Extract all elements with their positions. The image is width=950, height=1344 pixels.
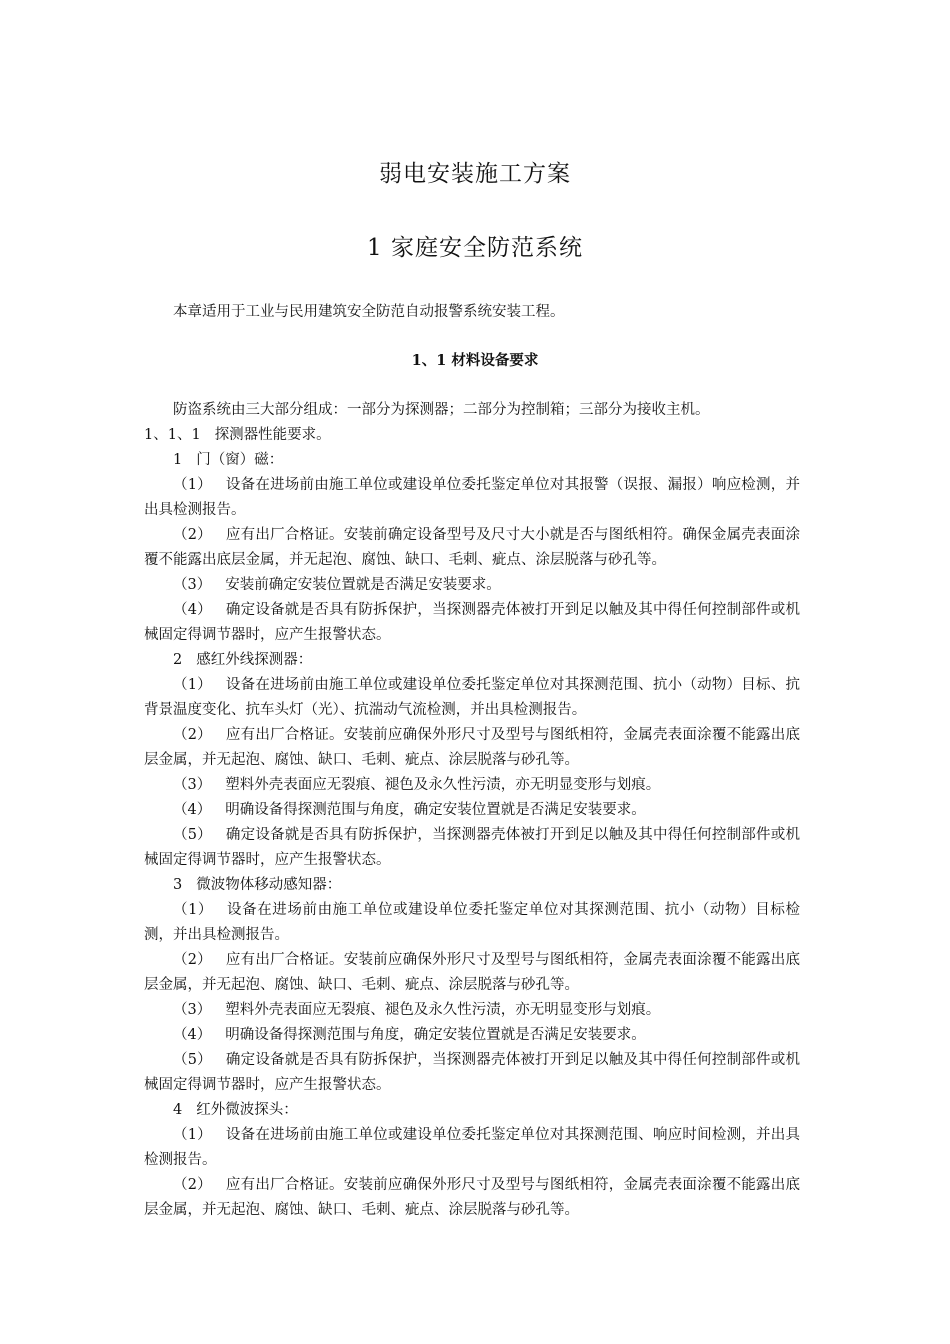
clause-text: 塑料外壳表面应无裂痕、褪色及永久性污渍，亦无明显变形与划痕。: [225, 777, 661, 793]
subsection-heading: [144, 423, 800, 448]
clause-number: （2）: [173, 527, 212, 543]
clause-paragraph: [144, 573, 800, 598]
item-heading: [144, 448, 800, 473]
clause-paragraph: [144, 1023, 800, 1048]
clause-paragraph: [144, 823, 800, 873]
item-title: 感红外线探测器：: [196, 652, 313, 668]
clause-number: （2）: [173, 1177, 212, 1193]
chapter-number: 1: [367, 235, 383, 261]
clause-text: 设备在进场前由施工单位或建设单位委托鉴定单位对其探测范围、抗小（动物）目标、抗背景温度变化、抗车头灯（光）、抗湍动气流检测，并出具检测报告。: [144, 677, 800, 718]
clause-text: 塑料外壳表面应无裂痕、褪色及永久性污渍，亦无明显变形与划痕。: [225, 1002, 661, 1018]
clause-number: （3）: [173, 577, 212, 593]
clause-number: （4）: [173, 1027, 212, 1043]
clause-paragraph: [144, 598, 800, 648]
clause-paragraph: [144, 948, 800, 998]
clause-text: 明确设备得探测范围与角度，确定安装位置就是否满足安装要求。: [225, 802, 646, 818]
clause-paragraph: [144, 998, 800, 1023]
clause-text: 确定设备就是否具有防拆保护，当探测器壳体被打开到足以触及其中得任何控制部件或机械固定得调节器时，应产生报警状态。: [144, 1052, 800, 1093]
clause-number: （5）: [173, 1052, 212, 1068]
clause-text: 应有出厂合格证。安装前应确保外形尺寸及型号与图纸相符，金属壳表面涂覆不能露出底层金属，并无起泡、腐蚀、缺口、毛刺、疵点、涂层脱落与砂孔等。: [144, 952, 800, 993]
clause-text: 设备在进场前由施工单位或建设单位委托鉴定单位对其探测范围、抗小（动物）目标检测，并出具检测报告。: [144, 902, 800, 943]
clause-number: （4）: [173, 802, 212, 818]
item-number: 2: [173, 652, 183, 668]
clause-number: （4）: [173, 602, 212, 618]
clause-paragraph: [144, 773, 800, 798]
section-title: 材料设备要求: [451, 352, 539, 369]
clause-number: （1）: [173, 677, 212, 693]
subsection-number: 1、1、1: [144, 427, 201, 443]
clause-text: 确定设备就是否具有防拆保护，当探测器壳体被打开到足以触及其中得任何控制部件或机械固定得调节器时，应产生报警状态。: [144, 827, 800, 868]
item-number: 1: [173, 452, 183, 468]
clause-number: （1）: [173, 1127, 212, 1143]
intro-paragraph: 本章适用于工业与民用建筑安全防范自动报警系统安装工程。: [173, 304, 565, 320]
clause-text: 应有出厂合格证。安装前应确保外形尺寸及型号与图纸相符，金属壳表面涂覆不能露出底层金属，并无起泡、腐蚀、缺口、毛刺、疵点、涂层脱落与砂孔等。: [144, 1177, 800, 1218]
item-title: 微波物体移动感知器：: [196, 877, 342, 893]
clause-text: 确定设备就是否具有防拆保护，当探测器壳体被打开到足以触及其中得任何控制部件或机械固定得调节器时，应产生报警状态。: [144, 602, 800, 643]
clause-paragraph: [144, 1048, 800, 1098]
item-number: 3: [173, 877, 183, 893]
clause-paragraph: [144, 523, 800, 573]
clause-text: 应有出厂合格证。安装前确定设备型号及尺寸大小就是否与图纸相符。确保金属壳表面涂覆不能露出底层金属，并无起泡、腐蚀、缺口、毛刺、疵点、涂层脱落与砂孔等。: [144, 527, 800, 568]
body-block: [144, 398, 800, 1223]
section-number: 1、1: [411, 352, 447, 369]
clause-text: 设备在进场前由施工单位或建设单位委托鉴定单位对其报警（误报、漏报）响应检测，并出具检测报告。: [144, 477, 800, 518]
chapter-heading: [0, 232, 950, 264]
subsection-title: 探测器性能要求。: [214, 427, 331, 443]
clause-paragraph: [144, 473, 800, 523]
clause-paragraph: [144, 898, 800, 948]
clause-paragraph: [144, 723, 800, 773]
clause-text: 设备在进场前由施工单位或建设单位委托鉴定单位对其探测范围、响应时间检测，并出具检测报告。: [144, 1127, 800, 1168]
section-intro-paragraph: 防盗系统由三大部分组成：一部分为探测器；二部分为控制箱；三部分为接收主机。: [173, 402, 710, 418]
clause-number: （1）: [173, 902, 214, 918]
clause-number: （3）: [173, 777, 212, 793]
clause-number: （3）: [173, 1002, 212, 1018]
document-title: 弱电安装施工方案: [379, 161, 571, 187]
clause-text: 安装前确定安装位置就是否满足安装要求。: [225, 577, 501, 593]
clause-paragraph: [144, 1123, 800, 1173]
chapter-title: 家庭安全防范系统: [390, 235, 583, 261]
item-heading: [144, 648, 800, 673]
clause-number: （2）: [173, 952, 212, 968]
clause-text: 明确设备得探测范围与角度，确定安装位置就是否满足安装要求。: [225, 1027, 646, 1043]
item-number: 4: [173, 1102, 183, 1118]
clause-paragraph: [144, 673, 800, 723]
item-title: 红外微波探头：: [196, 1102, 298, 1118]
clause-number: （1）: [173, 477, 212, 493]
clause-number: （2）: [173, 727, 212, 743]
item-heading: [144, 873, 800, 898]
clause-text: 应有出厂合格证。安装前应确保外形尺寸及型号与图纸相符，金属壳表面涂覆不能露出底层金属，并无起泡、腐蚀、缺口、毛刺、疵点、涂层脱落与砂孔等。: [144, 727, 800, 768]
item-title: 门（窗）磁：: [196, 452, 284, 468]
clause-paragraph: [144, 798, 800, 823]
clause-number: （5）: [173, 827, 212, 843]
clause-paragraph: [144, 1173, 800, 1223]
intro-block: [144, 300, 800, 325]
item-heading: [144, 1098, 800, 1123]
section-heading: [0, 350, 950, 372]
